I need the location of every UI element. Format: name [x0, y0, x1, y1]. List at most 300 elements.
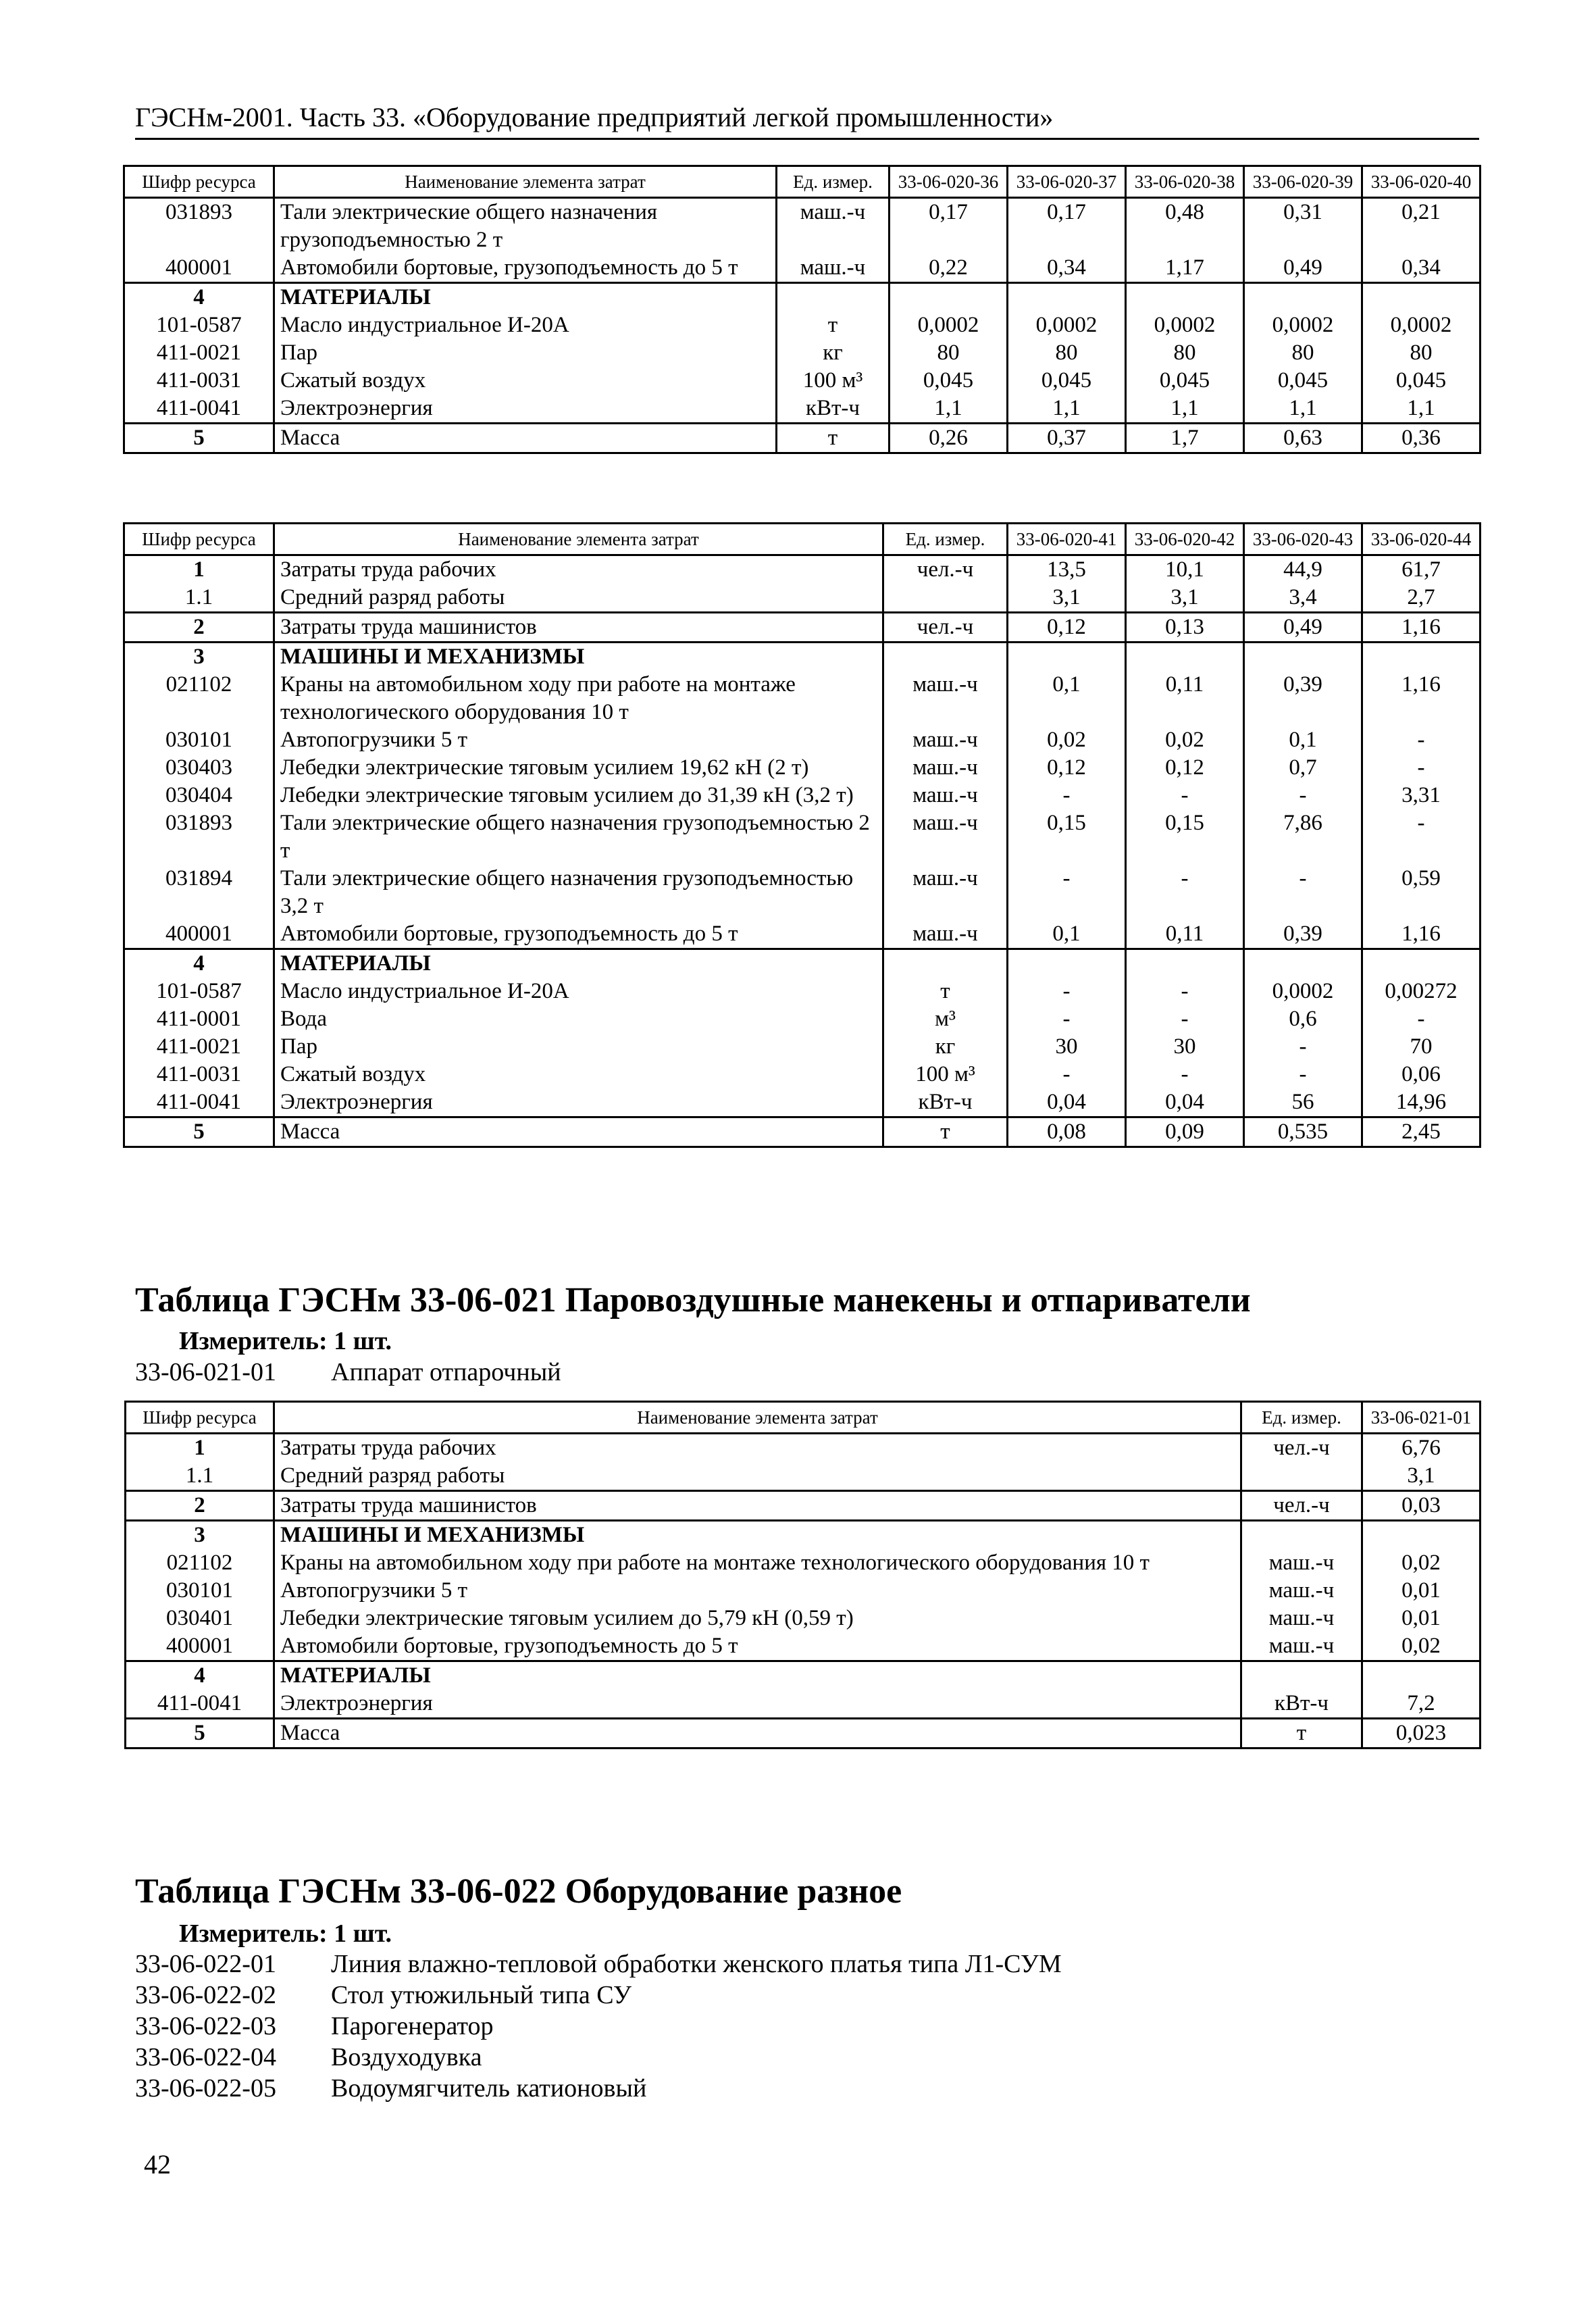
value-cell: 7,86 [1244, 809, 1362, 865]
table-row [124, 555, 1481, 584]
cost-element-name: Тали электрические общего назначения грузоподъемностью 2 т [274, 809, 883, 865]
unit: кВт-ч [1241, 1690, 1362, 1719]
cost-element-name: Затраты труда рабочих [274, 555, 883, 584]
value-cell: 1,1 [890, 395, 1008, 424]
page-header: ГЭСНм-2001. Часть 33. «Оборудование предприятий легкой промышленности» [135, 101, 1479, 140]
value-cell: - [1008, 1061, 1126, 1088]
value-cell: 3,1 [1126, 584, 1244, 613]
unit: чел.-ч [883, 555, 1008, 584]
unit: маш.-ч [883, 754, 1008, 782]
value-cell [1362, 643, 1481, 672]
value-cell [1126, 283, 1244, 312]
value-cell [1008, 283, 1126, 312]
item-code: 33-06-022-01 [135, 1950, 276, 1978]
col-value-header: 33-06-020-39 [1244, 166, 1362, 198]
value-cell: 0,6 [1244, 1005, 1362, 1033]
value-cell [1244, 643, 1362, 672]
table-row [126, 1661, 1481, 1690]
value-cell: 0,7 [1244, 754, 1362, 782]
unit: кг [883, 1033, 1008, 1061]
value-cell: 14,96 [1362, 1088, 1481, 1117]
cost-element-name: Затраты труда машинистов [274, 613, 883, 643]
value-cell: 0,01 [1362, 1577, 1481, 1605]
value-cell: - [1362, 726, 1481, 754]
value-cell: 0,1 [1244, 726, 1362, 754]
cost-element-name: Автомобили бортовые, грузоподъемность до 5 т [274, 254, 777, 283]
value-cell: - [1244, 1061, 1362, 1088]
cost-element-name: Автопогрузчики 5 т [274, 726, 883, 754]
unit [883, 949, 1008, 978]
value-cell: - [1126, 978, 1244, 1005]
table-33-06-020-36-40 [123, 165, 1481, 454]
cost-element-name: Пар [274, 339, 777, 367]
value-cell: 0,0002 [1362, 311, 1481, 339]
value-cell: 0,023 [1362, 1719, 1481, 1749]
unit: чел.-ч [883, 613, 1008, 643]
unit: маш.-ч [1241, 1605, 1362, 1632]
value-cell: 80 [1008, 339, 1126, 367]
cost-element-name: Средний разряд работы [274, 584, 883, 613]
value-cell: 1,16 [1362, 920, 1481, 949]
value-cell: 0,26 [890, 424, 1008, 453]
value-cell [1126, 643, 1244, 672]
table-row [124, 254, 1481, 283]
unit: т [777, 311, 890, 339]
cost-element-name: Вода [274, 1005, 883, 1033]
value-cell: 3,31 [1362, 782, 1481, 809]
unit: маш.-ч [777, 198, 890, 255]
unit [777, 283, 890, 312]
unit: т [883, 1117, 1008, 1147]
value-cell: 0,12 [1008, 754, 1126, 782]
value-cell: 0,63 [1244, 424, 1362, 453]
table-row [126, 1491, 1481, 1521]
value-cell: 0,21 [1362, 198, 1481, 255]
value-cell: 80 [1244, 339, 1362, 367]
table-row [124, 584, 1481, 613]
value-cell [1008, 949, 1126, 978]
table-title-021: Таблица ГЭСНм 33-06-021 Паровоздушные манекены и отпариватели [135, 1281, 1251, 1319]
value-cell: 56 [1244, 1088, 1362, 1117]
table-row [126, 1632, 1481, 1661]
resource-code: 411-0041 [126, 1690, 274, 1719]
value-cell: 0,39 [1244, 671, 1362, 726]
value-cell: 0,04 [1126, 1088, 1244, 1117]
col-unit-header: Ед. измер. [777, 166, 890, 198]
value-cell: 44,9 [1244, 555, 1362, 584]
table-title-022: Таблица ГЭСНм 33-06-022 Оборудование разное [135, 1872, 902, 1911]
table-row [126, 1521, 1481, 1550]
col-code-header: Шифр ресурса [124, 524, 274, 555]
unit: т [777, 424, 890, 453]
unit: чел.-ч [1241, 1491, 1362, 1521]
value-cell: 0,0002 [890, 311, 1008, 339]
value-cell: 0,0002 [1244, 311, 1362, 339]
value-cell: 1,16 [1362, 671, 1481, 726]
cost-element-name: Электроэнергия [274, 1690, 1241, 1719]
unit: маш.-ч [1241, 1549, 1362, 1577]
cost-element-name: Лебедки электрические тяговым усилием до 31,39 кН (3,2 т) [274, 782, 883, 809]
value-cell: 1,16 [1362, 613, 1481, 643]
value-cell: 0,045 [1244, 367, 1362, 395]
table-row [126, 1690, 1481, 1719]
value-cell: 0,045 [1008, 367, 1126, 395]
measurement-unit-021: Измеритель: 1 шт. [179, 1327, 392, 1355]
value-cell [1362, 283, 1481, 312]
table-header [126, 1402, 1481, 1434]
table-row [124, 1117, 1481, 1147]
table-header [124, 166, 1481, 198]
value-cell: 0,11 [1126, 920, 1244, 949]
table-row [126, 1462, 1481, 1491]
value-cell: 0,535 [1244, 1117, 1362, 1147]
resource-code: 400001 [124, 254, 274, 283]
value-cell: 0,34 [1362, 254, 1481, 283]
value-cell [1244, 283, 1362, 312]
value-cell: 0,11 [1126, 671, 1244, 726]
item-code: 33-06-022-02 [135, 1981, 276, 2009]
value-cell: 0,37 [1008, 424, 1126, 453]
value-cell: 1,17 [1126, 254, 1244, 283]
col-value-header: 33-06-020-37 [1008, 166, 1126, 198]
item-name: Линия влажно-тепловой обработки женского платья типа Л1-СУМ [331, 1950, 1062, 1978]
value-cell: 1,1 [1008, 395, 1126, 424]
value-cell: 3,1 [1008, 584, 1126, 613]
resource-code: 411-0021 [124, 339, 274, 367]
cost-element-name: Масса [274, 424, 777, 453]
value-cell: 0,48 [1126, 198, 1244, 255]
table-row [126, 1434, 1481, 1463]
value-cell: - [1008, 782, 1126, 809]
table-row [124, 978, 1481, 1005]
list-item [135, 1357, 561, 1388]
value-cell: 0,01 [1362, 1605, 1481, 1632]
col-value-header: 33-06-021-01 [1362, 1402, 1481, 1434]
cost-element-name: Масло индустриальное И-20А [274, 311, 777, 339]
table-33-06-020-41-44 [123, 522, 1481, 1148]
unit [1241, 1661, 1362, 1690]
item-name: Водоумягчитель катионовый [331, 2074, 647, 2103]
resource-code: 411-0021 [124, 1033, 274, 1061]
value-cell: 0,06 [1362, 1061, 1481, 1088]
table-row [124, 754, 1481, 782]
resource-code: 411-0041 [124, 1088, 274, 1117]
resource-code: 031893 [124, 198, 274, 255]
table-row [124, 1005, 1481, 1033]
value-cell: 30 [1126, 1033, 1244, 1061]
section-number: 1 [124, 555, 274, 584]
table-row [124, 949, 1481, 978]
col-unit-header: Ед. измер. [883, 524, 1008, 555]
unit: кВт-ч [883, 1088, 1008, 1117]
table-row [124, 339, 1481, 367]
value-cell: - [1244, 782, 1362, 809]
resource-code: 031893 [124, 809, 274, 865]
unit: маш.-ч [883, 920, 1008, 949]
value-cell: 0,15 [1008, 809, 1126, 865]
table-row [124, 1088, 1481, 1117]
item-code: 33-06-022-03 [135, 2012, 276, 2040]
col-name-header: Наименование элемента затрат [274, 166, 777, 198]
value-cell: - [1362, 1005, 1481, 1033]
item-name: Стол утюжильный типа СУ [331, 1981, 632, 2009]
value-cell: - [1008, 865, 1126, 920]
resource-code: 400001 [124, 920, 274, 949]
list-item [135, 2042, 482, 2073]
value-cell: 0,49 [1244, 254, 1362, 283]
value-cell: 1,7 [1126, 424, 1244, 453]
section-number: 5 [124, 424, 274, 453]
table-row [126, 1605, 1481, 1632]
value-cell: 0,12 [1126, 754, 1244, 782]
value-cell: 0,09 [1126, 1117, 1244, 1147]
cost-element-name: Лебедки электрические тяговым усилием до 5,79 кН (0,59 т) [274, 1605, 1241, 1632]
resource-code: 101-0587 [124, 311, 274, 339]
value-cell: 0,49 [1244, 613, 1362, 643]
cost-element-name: Масса [274, 1719, 1241, 1749]
section-number: 4 [124, 949, 274, 978]
resource-code: 101-0587 [124, 978, 274, 1005]
cost-element-name: Электроэнергия [274, 1088, 883, 1117]
value-cell: - [1126, 865, 1244, 920]
value-cell: 80 [890, 339, 1008, 367]
item-name: Парогенератор [331, 2012, 494, 2040]
col-code-header: Шифр ресурса [124, 166, 274, 198]
resource-code: 030404 [124, 782, 274, 809]
value-cell: 0,04 [1008, 1088, 1126, 1117]
section-number: 2 [126, 1491, 274, 1521]
resource-code: 411-0001 [124, 1005, 274, 1033]
value-cell: 0,59 [1362, 865, 1481, 920]
section-number: 1 [126, 1434, 274, 1463]
section-number: 4 [126, 1661, 274, 1690]
value-cell: 30 [1008, 1033, 1126, 1061]
section-number: 3 [126, 1521, 274, 1550]
table-row [124, 865, 1481, 920]
section-title: МАТЕРИАЛЫ [274, 949, 883, 978]
col-value-header: 33-06-020-42 [1126, 524, 1244, 555]
unit: маш.-ч [1241, 1577, 1362, 1605]
value-cell: 0,03 [1362, 1491, 1481, 1521]
value-cell: - [1126, 782, 1244, 809]
section-number: 5 [126, 1719, 274, 1749]
cost-element-name: Затраты труда машинистов [274, 1491, 1241, 1521]
value-cell: 61,7 [1362, 555, 1481, 584]
table-row [124, 311, 1481, 339]
value-cell: - [1008, 978, 1126, 1005]
cost-element-name: Сжатый воздух [274, 1061, 883, 1088]
list-item [135, 1980, 632, 2011]
unit: т [883, 978, 1008, 1005]
value-cell: 0,13 [1126, 613, 1244, 643]
value-cell: 0,22 [890, 254, 1008, 283]
table-row [124, 782, 1481, 809]
col-name-header: Наименование элемента затрат [274, 1402, 1241, 1434]
value-cell: 13,5 [1008, 555, 1126, 584]
section-number: 4 [124, 283, 274, 312]
value-cell [1008, 643, 1126, 672]
cost-element-name: Электроэнергия [274, 395, 777, 424]
col-name-header: Наименование элемента затрат [274, 524, 883, 555]
unit: кг [777, 339, 890, 367]
table-33-06-021-01 [124, 1401, 1481, 1749]
value-cell [1362, 949, 1481, 978]
table-row [124, 1061, 1481, 1088]
cost-element-name: Автомобили бортовые, грузоподъемность до 5 т [274, 1632, 1241, 1661]
unit: маш.-ч [777, 254, 890, 283]
value-cell: 0,1 [1008, 920, 1126, 949]
resource-code: 031894 [124, 865, 274, 920]
section-number: 3 [124, 643, 274, 672]
col-value-header: 33-06-020-38 [1126, 166, 1244, 198]
col-value-header: 33-06-020-40 [1362, 166, 1481, 198]
unit: маш.-ч [883, 671, 1008, 726]
value-cell: 0,17 [890, 198, 1008, 255]
measurement-unit-022: Измеритель: 1 шт. [179, 1919, 392, 1948]
col-code-header: Шифр ресурса [126, 1402, 274, 1434]
cost-element-name: Пар [274, 1033, 883, 1061]
value-cell: 3,4 [1244, 584, 1362, 613]
col-value-header: 33-06-020-44 [1362, 524, 1481, 555]
table-row [124, 367, 1481, 395]
value-cell: 80 [1362, 339, 1481, 367]
value-cell: 6,76 [1362, 1434, 1481, 1463]
resource-code: 030403 [124, 754, 274, 782]
col-value-header: 33-06-020-43 [1244, 524, 1362, 555]
value-cell: 0,17 [1008, 198, 1126, 255]
value-cell: 0,045 [1126, 367, 1244, 395]
value-cell: - [1126, 1005, 1244, 1033]
unit [1241, 1462, 1362, 1491]
value-cell: 0,36 [1362, 424, 1481, 453]
value-cell: 1,1 [1362, 395, 1481, 424]
section-title: МАШИНЫ И МЕХАНИЗМЫ [274, 643, 883, 672]
value-cell: 0,34 [1008, 254, 1126, 283]
section-number: 5 [124, 1117, 274, 1147]
table-row [124, 809, 1481, 865]
table-row [126, 1549, 1481, 1577]
value-cell: 0,045 [890, 367, 1008, 395]
value-cell: 0,02 [1362, 1549, 1481, 1577]
col-unit-header: Ед. измер. [1241, 1402, 1362, 1434]
value-cell: 7,2 [1362, 1690, 1481, 1719]
value-cell: 10,1 [1126, 555, 1244, 584]
table-row [124, 671, 1481, 726]
unit: кВт-ч [777, 395, 890, 424]
value-cell: 2,7 [1362, 584, 1481, 613]
resource-code: 411-0031 [124, 1061, 274, 1088]
section-title: МАТЕРИАЛЫ [274, 283, 777, 312]
table-row [124, 424, 1481, 453]
list-item [135, 1948, 1062, 1980]
cost-element-name: Автомобили бортовые, грузоподъемность до 5 т [274, 920, 883, 949]
value-cell: 0,39 [1244, 920, 1362, 949]
cost-element-name: Затраты труда рабочих [274, 1434, 1241, 1463]
table-row [124, 1033, 1481, 1061]
value-cell [890, 283, 1008, 312]
value-cell: 80 [1126, 339, 1244, 367]
page-number: 42 [144, 2149, 171, 2180]
unit [1241, 1521, 1362, 1550]
value-cell: 0,31 [1244, 198, 1362, 255]
value-cell: - [1362, 809, 1481, 865]
cost-element-name: Тали электрические общего назначения грузоподъемностью 3,2 т [274, 865, 883, 920]
value-cell: 0,0002 [1126, 311, 1244, 339]
value-cell: - [1244, 1033, 1362, 1061]
value-cell [1362, 1661, 1481, 1690]
table-row [126, 1577, 1481, 1605]
value-cell: 1,1 [1244, 395, 1362, 424]
resource-code: 030401 [126, 1605, 274, 1632]
unit: чел.-ч [1241, 1434, 1362, 1463]
cost-element-name: Масса [274, 1117, 883, 1147]
col-value-header: 33-06-020-36 [890, 166, 1008, 198]
resource-code: 411-0041 [124, 395, 274, 424]
value-cell: 0,00272 [1362, 978, 1481, 1005]
unit [883, 643, 1008, 672]
resource-code: 030101 [124, 726, 274, 754]
value-cell: - [1008, 1005, 1126, 1033]
cost-element-name: Краны на автомобильном ходу при работе на монтаже технологического оборудования 10 т [274, 1549, 1241, 1577]
value-cell: 0,12 [1008, 613, 1126, 643]
unit [883, 584, 1008, 613]
unit: маш.-ч [883, 726, 1008, 754]
table-row [124, 395, 1481, 424]
value-cell: 0,045 [1362, 367, 1481, 395]
resource-code: 021102 [126, 1549, 274, 1577]
value-cell: 0,1 [1008, 671, 1126, 726]
value-cell: 0,02 [1008, 726, 1126, 754]
table-row [124, 613, 1481, 643]
value-cell [1362, 1521, 1481, 1550]
resource-code: 400001 [126, 1632, 274, 1661]
resource-code: 021102 [124, 671, 274, 726]
value-cell: 0,08 [1008, 1117, 1126, 1147]
unit: т [1241, 1719, 1362, 1749]
value-cell: 0,02 [1362, 1632, 1481, 1661]
unit: маш.-ч [883, 865, 1008, 920]
section-number: 2 [124, 613, 274, 643]
cost-element-name: Автопогрузчики 5 т [274, 1577, 1241, 1605]
cost-element-name: Краны на автомобильном ходу при работе на монтаже технологического оборудования 10 т [274, 671, 883, 726]
value-cell: 0,15 [1126, 809, 1244, 865]
value-cell: 3,1 [1362, 1462, 1481, 1491]
value-cell: - [1362, 754, 1481, 782]
table-row [124, 643, 1481, 672]
value-cell: 2,45 [1362, 1117, 1481, 1147]
cost-element-name: Тали электрические общего назначения грузоподъемностью 2 т [274, 198, 777, 255]
section-title: МАТЕРИАЛЫ [274, 1661, 1241, 1690]
value-cell: - [1126, 1061, 1244, 1088]
item-name: Аппарат отпарочный [331, 1358, 561, 1386]
table-row [124, 283, 1481, 312]
table-header [124, 524, 1481, 555]
table-row [124, 726, 1481, 754]
value-cell: - [1244, 865, 1362, 920]
value-cell [1126, 949, 1244, 978]
table-row [124, 920, 1481, 949]
value-cell: 0,02 [1126, 726, 1244, 754]
cost-element-name: Масло индустриальное И-20А [274, 978, 883, 1005]
value-cell: 0,0002 [1008, 311, 1126, 339]
item-code: 33-06-022-05 [135, 2074, 276, 2103]
item-code: 33-06-021-01 [135, 1358, 276, 1386]
unit: 100 м³ [883, 1061, 1008, 1088]
resource-code: 1.1 [126, 1462, 274, 1491]
list-item [135, 2073, 646, 2104]
table-row [126, 1719, 1481, 1749]
unit: м³ [883, 1005, 1008, 1033]
